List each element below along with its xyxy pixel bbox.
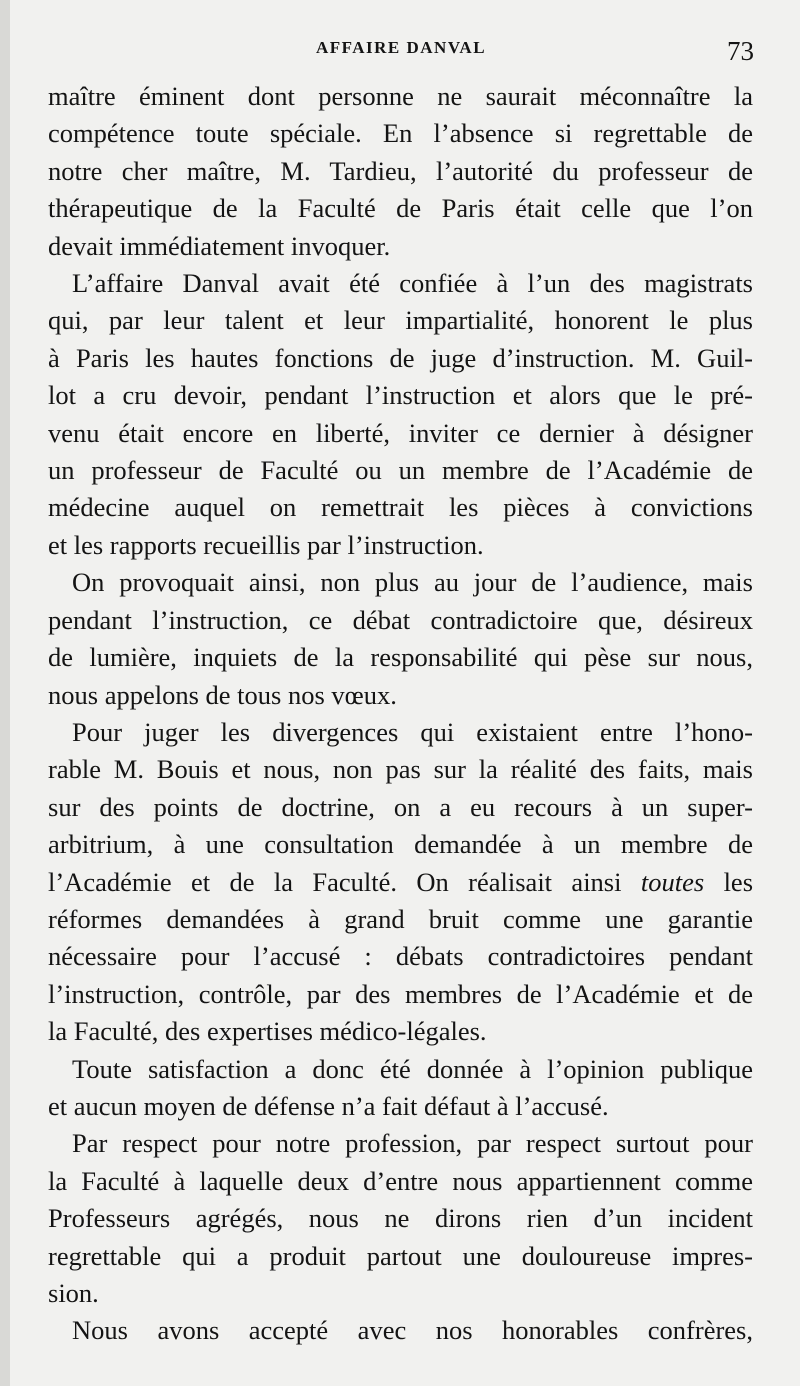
text-line: Professeurs agrégés, nous ne dirons rien d’un incident [48, 1203, 753, 1234]
text-line: Toute satisfaction a donc été donnée à l’opinion publique [72, 1053, 753, 1084]
text-line: l’Académie et de la Faculté. On réalisait ainsi toutes les [48, 866, 754, 897]
text-line: maître éminent dont personne ne saurait méconnaître la [48, 81, 753, 111]
page-header [46, 36, 756, 66]
text-line: réformes demandées à grand bruit comme une garantie [48, 903, 753, 934]
text-line: devait immédiatement invoquer. [48, 230, 391, 261]
text-line: nécessaire pour l’accusé : débats contradictoires pendant [48, 941, 753, 972]
text-line: la Faculté, des expertises médico-légales. [48, 1016, 487, 1047]
text-line: pendant l’instruction, ce débat contradictoire que, désireux [48, 604, 753, 635]
text-line: la Faculté à laquelle deux d’entre nous appartiennent comme [48, 1165, 753, 1196]
text-line: rable M. Bouis et nous, non pas sur la réalité des faits, mais [48, 754, 753, 785]
text-line: Nous avons accepté avec nos honorables confrères, [72, 1315, 753, 1346]
page-body-text [48, 78, 753, 1350]
text-line: regrettable qui a produit partout une douloureuse impres- [48, 1240, 753, 1271]
page-edge-shadow [0, 0, 10, 1386]
text-line: thérapeutique de la Faculté de Paris était celle que l’on [48, 193, 753, 224]
text-line: et aucun moyen de défense n’a fait défaut à l’accusé. [48, 1090, 609, 1121]
italic-emphasis: toutes [640, 866, 705, 897]
text-line: qui, par leur talent et leur impartialité, honorent le plus [48, 305, 753, 336]
paragraph [48, 1051, 753, 1126]
text-line: venu était encore en liberté, inviter ce dernier à désigner [48, 417, 753, 448]
paragraph [48, 1125, 753, 1312]
paragraph [48, 714, 753, 1051]
text-line: de lumière, inquiets de la responsabilité qui pèse sur nous, [48, 642, 753, 673]
text-line: L’affaire Danval avait été confiée à l’un des magistrats [72, 268, 753, 299]
text-line: à Paris les hautes fonctions de juge d’instruction. M. Guil- [48, 342, 753, 373]
text-line: l’instruction, contrôle, par des membres de l’Académie et de [48, 978, 753, 1009]
text-line: arbitrium, à une consultation demandée à un membre de [48, 829, 753, 860]
text-line: compétence toute spéciale. En l’absence si regrettable de [48, 118, 753, 149]
text-line: Pour juger les divergences qui existaient entre l’hono- [72, 716, 753, 747]
running-title: AFFAIRE DANVAL [315, 38, 487, 57]
text-line: et les rapports recueillis par l’instruction. [48, 529, 484, 560]
text-line: sion. [48, 1278, 99, 1308]
paragraph [48, 265, 753, 564]
text-line: notre cher maître, M. Tardieu, l’autorité du professeur de [48, 155, 753, 186]
paragraph [48, 1312, 753, 1349]
text-line: Par respect pour notre profession, par respect surtout pour [72, 1128, 753, 1159]
text-line: sur des points de doctrine, on a eu recours à un super- [48, 791, 753, 822]
text-line: médecine auquel on remettrait les pièces à convictions [48, 492, 753, 523]
text-line: nous appelons de tous nos vœux. [48, 679, 397, 710]
text-line: un professeur de Faculté ou un membre de l’Académie de [48, 455, 753, 486]
text-line: On provoquait ainsi, non plus au jour de l’audience, mais [72, 567, 753, 598]
paragraph [48, 564, 753, 714]
paragraph [48, 78, 753, 265]
page-number: 73 [727, 36, 754, 66]
text-line: lot a cru devoir, pendant l’instruction et alors que le pré- [48, 380, 753, 411]
